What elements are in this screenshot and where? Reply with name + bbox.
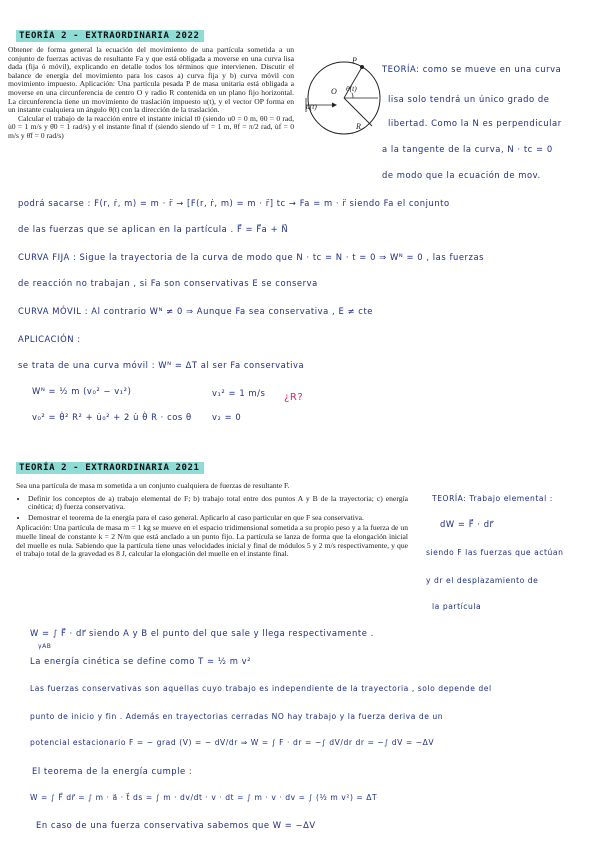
question-mark-note: ¿R?	[284, 392, 304, 403]
note2-line-3: Las fuerzas conservativas son aquellas cuyo trabajo es independiente de la trayectoria , solo depende del	[30, 684, 492, 693]
integral-subscript: γAB	[38, 643, 52, 650]
note-line-4: de reacción no trabajan , si Fa son conservativas E se conserva	[18, 278, 318, 288]
application-text: Aplicación: Una partícula de masa m = 1 kg se mueve en el espacio tridimensional sometida a su propio peso y a la fuerza de un muelle lineal de constante k = 2 N/m que está anclado a un punto fijo. La partícula se lanza de forma que la elongación inicial del muelle es nula. Sabiendo que la partícula tiene unas velocidades inicial y final de módulos 5 y 2 m/s respectivamente, y que el trabajo total de la gravedad es 8 J, calcular la elongación del muelle en el instante final.	[16, 523, 408, 559]
note2-line-5: potencial estacionario F = − grad (V) = − dV/dr ⇒ W = ∫ F · dr = −∫ dV/dr dr = −∫ dV = −ΔV	[30, 738, 435, 747]
figure-label-r: R	[356, 122, 361, 131]
note-line-5: CURVA MÓVIL : Al contrario Wᴺ ≠ 0 ⇒ Aunque Fa sea conservativa , E ≠ cte	[18, 306, 373, 316]
note-line-6: APLICACIÓN :	[18, 334, 81, 344]
theory2-line-1: TEORÍA: Trabajo elemental :	[432, 494, 553, 503]
formula-v1: v₁² = 1 m/s	[212, 388, 266, 398]
note2-line-1: W = ∫ F⃗ · dr⃗ siendo A y B el punto del que sale y llega respectivamente .	[30, 628, 374, 638]
formula-v2: v₂ = 0	[212, 412, 242, 422]
figure-label-o: O	[331, 87, 337, 96]
formula-v0: v₀² = θ̇² R² + u̇₀² + 2 u̇ θ̇ R · cos θ	[32, 412, 192, 422]
theory-note-line-3: libertad. Como la N es perpendicular	[388, 118, 562, 128]
note-line-7: se trata de una curva móvil : Wᴺ = ΔT al ser Fa conservativa	[18, 360, 305, 370]
theory-note-line-1: TEORÍA: como se mueve en una curva	[382, 64, 562, 74]
note-line-3: CURVA FIJA : Sigue la trayectoria de la curva de modo que N · tc = N · t = 0 ⇒ Wᴺ = 0 , las fuerzas	[18, 252, 485, 262]
bullet-item-1: • Definir los conceptos de a) trabajo elemental de F; b) trabajo total entre dos puntos A y B de la trayectoria; c) energía cinética; d) fuerza conservativa.	[28, 495, 408, 512]
bullet-item-2: • Demostrar el teorema de la energía para el caso general. Aplicarlo al caso particular en que F sea conservativa.	[28, 514, 408, 523]
note-line-1: podrá sacarse : F(r, ṙ, m) = m · r̈ → [F(r, ṙ, m) = m · r̈] tc → Fa = m · r̈ siendo Fa el conjunto	[18, 198, 450, 208]
note-line-2: de las fuerzas que se aplican en la partícula . F⃗ = F⃗a + N⃗	[18, 224, 289, 234]
note2-line-4: punto de inicio y fin . Además en trayectorias cerradas NO hay trabajo y la fuerza deriva de un	[30, 712, 444, 721]
note2-line-6: El teorema de la energía cumple :	[32, 766, 193, 776]
note2-line-2: La energía cinética se define como T = ½ m v²	[30, 656, 252, 666]
theory2-line-3: siendo F las fuerzas que actúan	[426, 548, 564, 557]
problem-text-2: Calcular el trabajo de la reacción entre el instante inicial t0 (siendo u0 = 0 m, θ0 = 0 rad, u̇0 = 1 m/s y θ̇0 = 1 rad/s) y el instante final tf (siendo siendo uf = 1 m, θf = π/2 rad, u̇f = 0 m/s y θ̇f = 0 rad/s)	[8, 113, 294, 140]
problem-text: Obtener de forma general la ecuación del movimiento de una partícula sometida a un conjunto de fuerzas activas de resultante Fa y que está obligada a moverse en una curva lisa dada (fija ó móvil), explicando en detalle todos los términos que intervienen. Discutir el balance de energía del movimiento para los casos a) curva fija y b) curva móvil con movimiento impuesto. Aplicación: Una partícula pesada P de masa unitaria está obligada a moverse en una circunferencia de centro O y radio R contenida en un plano fijo horizontal. La circunferencia tiene un movimiento de traslación impuesto u(t), y el vector OP forma en un instante cualquiera un ángulo θ(t) con la dirección de la traslación.	[8, 45, 294, 115]
problem-statement-2021	[16, 482, 408, 559]
figure-label-p: P	[352, 56, 357, 65]
theory-note-line-4: a la tangente de la curva, N · tc = 0	[382, 144, 553, 154]
note2-line-8: En caso de una fuerza conservativa sabemos que W = −ΔV	[36, 820, 316, 830]
figure-label-theta: θ(t)	[346, 84, 357, 93]
problem-statement-2022	[8, 46, 294, 141]
theory2-line-2: dW = F⃗ · dr⃗	[440, 519, 494, 529]
figure-label-u: u(t)	[306, 102, 317, 111]
theory2-line-4: y dr el desplazamiento de	[426, 576, 539, 585]
theory-note-line-2: lisa solo tendrá un único grado de	[388, 94, 550, 104]
section-header-2021: TEORÍA 2 - EXTRAORDINARIA 2021	[16, 462, 204, 474]
note2-line-7: W = ∫ F⃗ dr⃗ = ∫ m · a⃗ · t⃗ ds = ∫ m · dv/dt · v · dt = ∫ m · v · dv = ∫ (½ m v²) = ΔT	[30, 793, 378, 802]
section-header-2022: TEORÍA 2 - EXTRAORDINARIA 2022	[16, 30, 204, 42]
circle-diagram	[292, 50, 392, 142]
theory-note-line-5: de modo que la ecuación de mov.	[382, 170, 541, 180]
formula-wn: Wᴺ = ½ m (v₀² − v₁²)	[32, 386, 132, 396]
intro-text: Sea una partícula de masa m sometida a un conjunto cualquiera de fuerzas de resultante F.	[16, 481, 290, 490]
theory2-line-5: la partícula	[432, 602, 482, 611]
